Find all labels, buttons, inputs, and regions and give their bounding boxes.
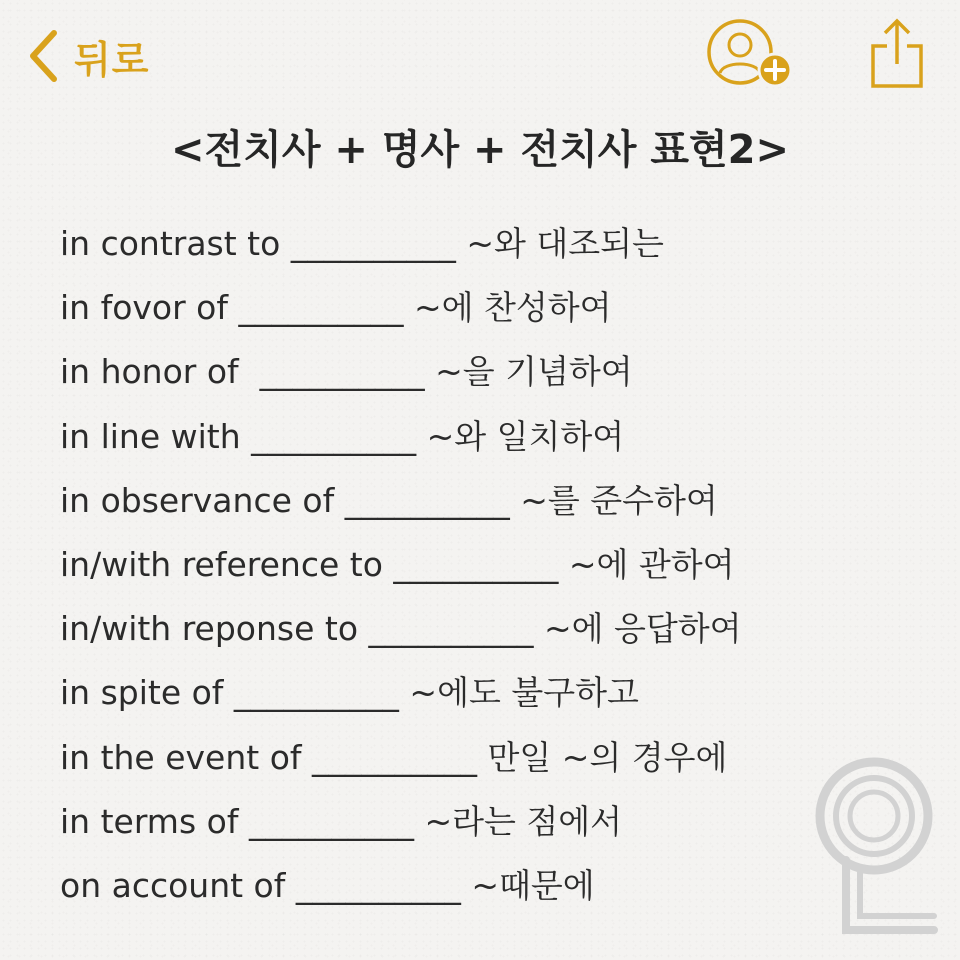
expression-phrase: in spite of xyxy=(60,673,224,713)
add-person-icon xyxy=(706,18,796,90)
back-label: 뒤로 xyxy=(74,37,150,82)
share-button[interactable] xyxy=(868,16,926,92)
list-item xyxy=(60,533,742,597)
expression-blank: __________ xyxy=(312,737,478,777)
expression-meaning: ~에 찬성하여 xyxy=(413,288,612,328)
expression-blank: __________ xyxy=(238,288,404,328)
expression-phrase: in line with xyxy=(60,416,241,456)
expression-blank: __________ xyxy=(259,352,425,392)
expression-blank: __________ xyxy=(393,544,559,584)
expression-phrase: in contrast to xyxy=(60,224,281,263)
expression-phrase: in fovor of xyxy=(60,288,228,328)
expression-meaning: ~을 기념하여 xyxy=(435,352,633,392)
expression-phrase: in/with reponse to xyxy=(60,609,359,649)
expression-blank: __________ xyxy=(251,416,417,456)
expression-meaning: ~에도 불구하고 xyxy=(409,673,639,713)
list-item xyxy=(60,661,742,725)
expression-blank: __________ xyxy=(290,224,456,263)
expression-meaning: ~때문에 xyxy=(471,865,595,905)
share-icon xyxy=(868,16,926,92)
expression-blank: __________ xyxy=(295,865,461,905)
expression-blank: __________ xyxy=(368,609,534,649)
add-contact-button[interactable] xyxy=(706,18,796,90)
expression-phrase: in honor of xyxy=(60,352,250,392)
expression-meaning: ~에 응답하여 xyxy=(544,609,742,649)
list-item xyxy=(60,405,742,469)
list-item xyxy=(60,597,742,661)
page-title: <전치사 + 명사 + 전치사 표현2> xyxy=(171,127,789,173)
expression-meaning: ~와 일치하여 xyxy=(426,416,625,456)
expression-phrase: in terms of xyxy=(60,801,239,841)
expression-phrase: in observance of xyxy=(60,480,335,520)
expression-phrase: in the event of xyxy=(60,737,302,777)
list-item xyxy=(60,726,742,790)
list-item xyxy=(60,276,742,340)
expression-meaning: ~와 대조되는 xyxy=(466,224,664,263)
list-item xyxy=(60,469,742,533)
list-item xyxy=(60,790,742,854)
list-item xyxy=(60,340,742,404)
back-button[interactable] xyxy=(26,26,149,86)
expression-blank: __________ xyxy=(233,673,399,713)
list-item xyxy=(60,212,742,276)
expression-list xyxy=(60,212,742,918)
expression-meaning: ~라는 점에서 xyxy=(424,801,622,841)
logo-watermark-icon xyxy=(806,750,942,946)
expression-blank: __________ xyxy=(344,480,510,520)
expression-meaning: 만일 ~의 경우에 xyxy=(487,737,728,777)
chevron-left-icon xyxy=(26,28,60,84)
expression-blank: __________ xyxy=(248,801,414,841)
expression-meaning: ~에 관하여 xyxy=(568,544,735,584)
expression-phrase: on account of xyxy=(60,865,286,905)
expression-meaning: ~를 준수하여 xyxy=(520,480,718,520)
expression-phrase: in/with reference to xyxy=(60,544,383,584)
list-item xyxy=(60,854,742,918)
